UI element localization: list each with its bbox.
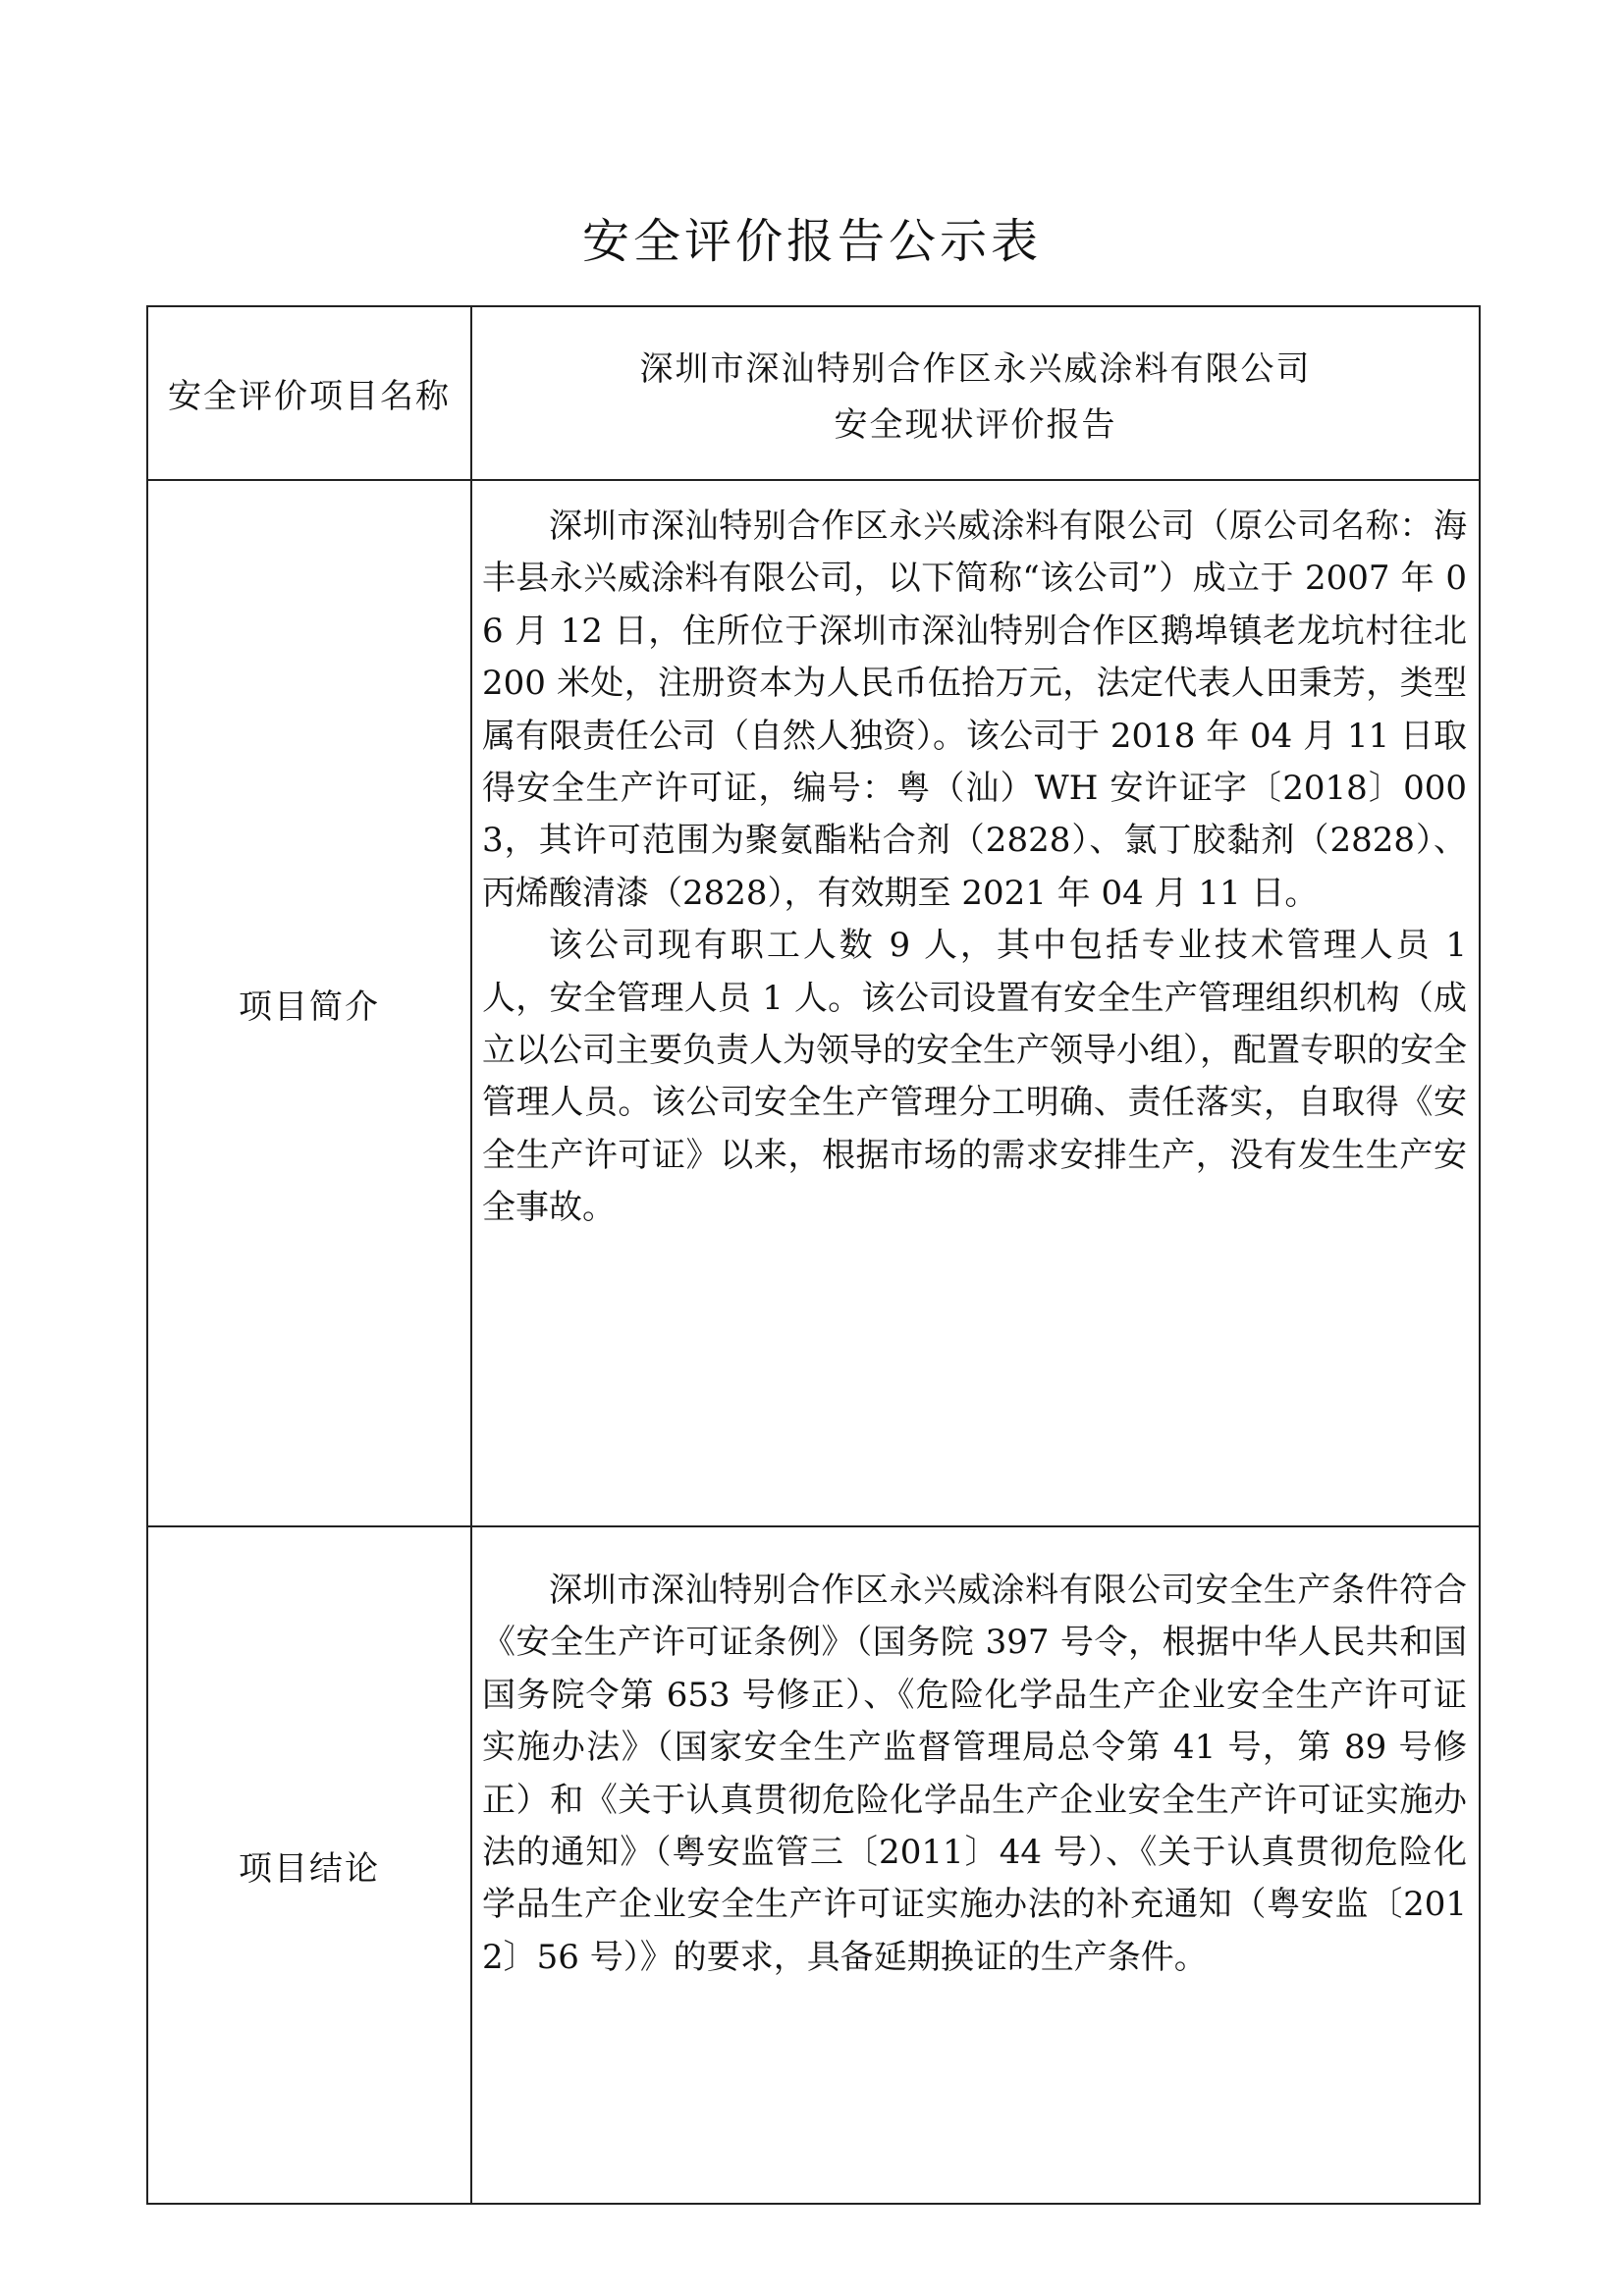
table-row-project-intro bbox=[147, 480, 1480, 1526]
project-name-line-1: 深圳市深汕特别合作区永兴威涂料有限公司 bbox=[639, 348, 1312, 389]
disclosure-table bbox=[146, 305, 1481, 2205]
intro-paragraph-2: 该公司现有职工人数 9 人，其中包括专业技术管理人员 1 人，安全管理人员 1 人。该公司设置有安全生产管理组织机构（成立以公司主要负责人为领导的安全生产领导小组），配置专职的安全管理人员。该公司安全生产管理分工明确、责任落实，自取得《安全生产许可证》以来，根据市场的需求安排生产，没有发生生产安全事故。 bbox=[482, 926, 1467, 1228]
project-intro-label: 项目简介 bbox=[147, 480, 471, 1526]
document-title: 安全评价报告公示表 bbox=[581, 214, 1042, 269]
project-conclusion-value bbox=[471, 1526, 1480, 2204]
project-intro-value bbox=[471, 480, 1480, 1526]
intro-paragraph-1: 深圳市深汕特别合作区永兴威涂料有限公司（原公司名称：海丰县永兴威涂料有限公司，以下简称“该公司”）成立于 2007 年 06 月 12 日，住所位于深圳市深汕特别合作区鹅埠镇老龙坑村往北 200 米处，注册资本为人民币伍拾万元，法定代表人田秉芳，类型属有限责任公司（自然人独资）。该公司于 2018 年 04 月 11 日取得安全生产许可证，编号：粤（汕）WH 安许证字〔2018〕0003，其许可范围为聚氨酯粘合剂（2828）、氯丁胶黏剂（2828）、丙烯酸清漆（2828），有效期至 2021 年 04 月 11 日。 bbox=[482, 507, 1467, 913]
project-name-value bbox=[471, 306, 1480, 480]
table-row-project-name bbox=[147, 306, 1480, 480]
conclusion-paragraph: 深圳市深汕特别合作区永兴威涂料有限公司安全生产条件符合《安全生产许可证条例》（国务院 397 号令，根据中华人民共和国国务院令第 653 号修正）、《危险化学品生产企业安全生产许可证实施办法》（国家安全生产监督管理局总令第 41 号，第 89 号修正）和《关于认真贯彻危险化学品生产企业安全生产许可证实施办法的通知》（粤安监管三〔2011〕44 号）、《关于认真贯彻危险化学品生产企业安全生产许可证实施办法的补充通知（粤安监〔2012〕56 号）》的要求，具备延期换证的生产条件。 bbox=[482, 1571, 1467, 1977]
project-name-line-2: 安全现状评价报告 bbox=[834, 404, 1117, 445]
project-name-label: 安全评价项目名称 bbox=[147, 306, 471, 480]
table-row-project-conclusion bbox=[147, 1526, 1480, 2204]
project-conclusion-label: 项目结论 bbox=[147, 1526, 471, 2204]
